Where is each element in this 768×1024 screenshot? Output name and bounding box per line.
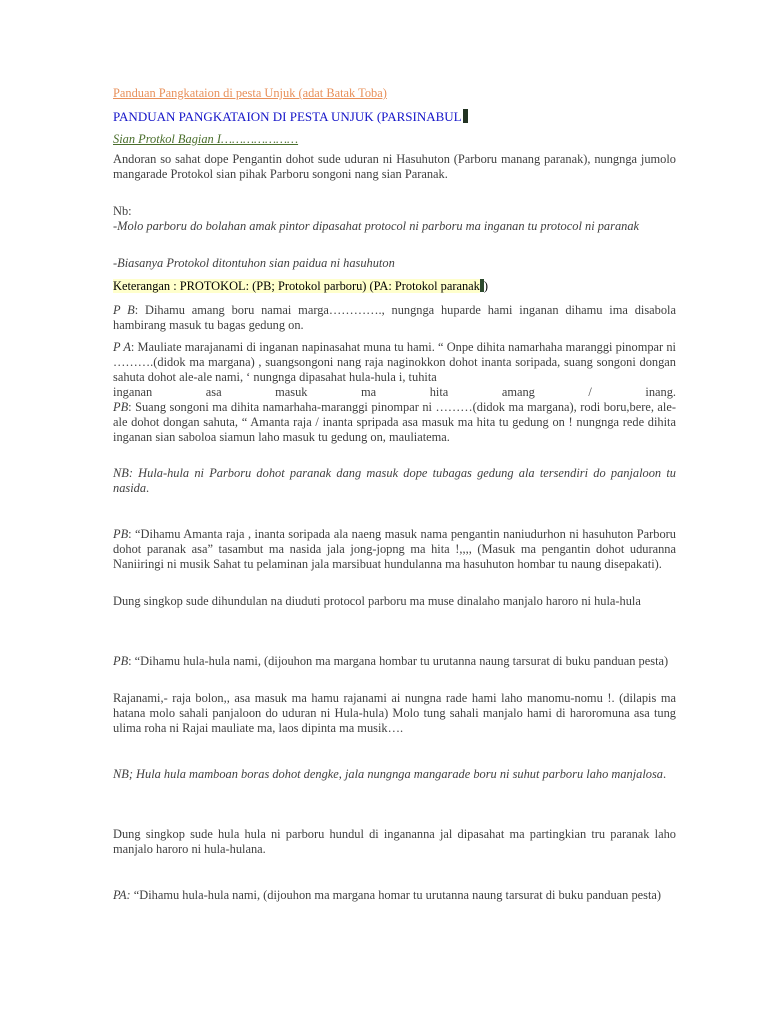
text-cursor <box>463 109 468 123</box>
paragraph-text: : Mauliate marajanami di inganan napinasahat muna tu hami. “ Onpe dihita namarhaha maranggi pinompar ni ……….(didok ma margana) , suangsongoni nang raja naginokkon dohot inanta soripada, suang songoni dongan sahuta dohot ale-ale nami, ‘ nungnga dipasahat hula-hula i, tuhita <box>113 340 676 384</box>
nb-line-2: -Biasanya Protokol ditontuhon sian paidua ni hasuhuton <box>113 256 395 270</box>
subtitle <box>113 132 676 147</box>
pa-paragraph-2 <box>113 888 676 903</box>
paragraph-text: : “Dihamu Amanta raja , inanta soripada ala naeng masuk nama pengantin naniudurhon ni hasuhuton Parboru dohot paranak asa” tasambut ma nasida jala jong-jopng ma hita !,,,, (Masuk ma pengantin dohot uduranna Naniiringi ni musik Sahat tu pelaminan jala marsibuat hundulanna ma hasuhuton hombar tu naung disepakati). <box>113 527 676 571</box>
nb-end: . <box>663 767 667 781</box>
nb-line-1: -Molo parboru do bolahan amak pintor dipasahat protocol ni parboru ma inganan tu protocol ni paranak <box>113 219 640 233</box>
paragraph-text: : Suang songoni ma dihita namarhaha-maranggi pinompar ni ………(didok ma margana), rodi boru,bere, ale-ale dohot dongan sahuta, “ Amanta raja / inanta spripada asa masuk ma hita tu gedung on ! nungnga rede dihita inganan sian saboloa siamun laho masuk tu gedung on, mauliatema. <box>113 400 676 444</box>
dung-paragraph-2: Dung singkop sude hula hula ni parboru hundul di ingananna jal dipasahat ma partingkian tru paranak laho manjalo haroro ni hula-hulana. <box>113 827 676 856</box>
nb-text: NB: Hula-hula ni Parboru dohot paranak dang masuk dope tubagas gedung ala tersendiri do panjaloon tu nasida <box>113 466 676 495</box>
keterangan-end: ) <box>483 279 489 293</box>
nb-paragraph-2 <box>113 466 676 496</box>
speaker-label: PB <box>113 654 129 668</box>
speaker-label: PB <box>113 527 129 541</box>
nb-end: . <box>146 481 150 495</box>
nb-paragraph-3 <box>113 767 676 782</box>
speaker-label: PB <box>113 400 129 414</box>
pb-paragraph-3 <box>113 527 676 572</box>
paragraph-text: : Dihamu amang boru namai marga…………., nungnga huparde hami inganan dihamu ima disabola hambirang masuk tu bagas gedung on. <box>113 303 676 332</box>
speaker-label: PA: <box>113 888 131 902</box>
speaker-label: P B <box>113 303 135 317</box>
pb-paragraph-4 <box>113 654 676 669</box>
raja-paragraph: Rajanami,- raja bolon,, asa masuk ma hamu rajanami ai nungna rade hami laho manomu-nomu !. (dilapis ma hatana molo sahali panjaloon do uduran ni Hula-hula) Molo tung sahali manjalo hami di haroromuna asa tung ulima roha ni Rajai mauliate ma, laos dipinta ma musik…. <box>113 691 676 735</box>
keterangan-line <box>113 279 676 294</box>
nb-text: NB; Hula hula mamboan boras dohot dengke, jala nungnga mangarade boru ni suhut parboru laho manjalosa <box>113 767 664 781</box>
paragraph-text: : “Dihamu hula-hula nami, (dijouhon ma margana hombar tu urutanna naung tarsurat di buku panduan pesta) <box>128 654 669 668</box>
header-link[interactable]: Panduan Pangkataion di pesta Unjuk (adat Batak Toba) <box>113 86 387 100</box>
pa-paragraph-1 <box>113 340 676 385</box>
pb-paragraph-2 <box>113 400 676 445</box>
paragraph-text: “Dihamu hula-hula nami, (dijouhon ma margana homar tu urutanna naung tarsurat di buku panduan pesta) <box>130 888 662 902</box>
title-text: PANDUAN PANGKATAION DI PESTA UNJUK (PARSINABUL <box>113 109 462 124</box>
pa-paragraph-1-last-line: inganan asa masuk ma hita amang / inang. <box>113 385 676 399</box>
speaker-label: P A <box>113 340 131 354</box>
document-title <box>113 109 676 124</box>
dung-paragraph-1: Dung singkop sude dihundulan na diuduti protocol parboru ma muse dinalaho manjalo haroro ni hula-hula <box>113 594 641 608</box>
nb-label: Nb: <box>113 204 132 218</box>
intro-paragraph: Andoran so sahat dope Pengantin dohot sude uduran ni Hasuhuton (Parboru manang paranak), nungnga jumolo mangarade Protokol sian pihak Parboru songoni nang sian Paranak. <box>113 152 676 181</box>
keterangan-text: Keterangan : PROTOKOL: (PB; Protokol parboru) (PA: Protokol paranak <box>113 279 480 293</box>
pb-paragraph-1 <box>113 303 676 333</box>
subtitle-text: Sian Protkol Bagian I………………… <box>113 132 299 146</box>
